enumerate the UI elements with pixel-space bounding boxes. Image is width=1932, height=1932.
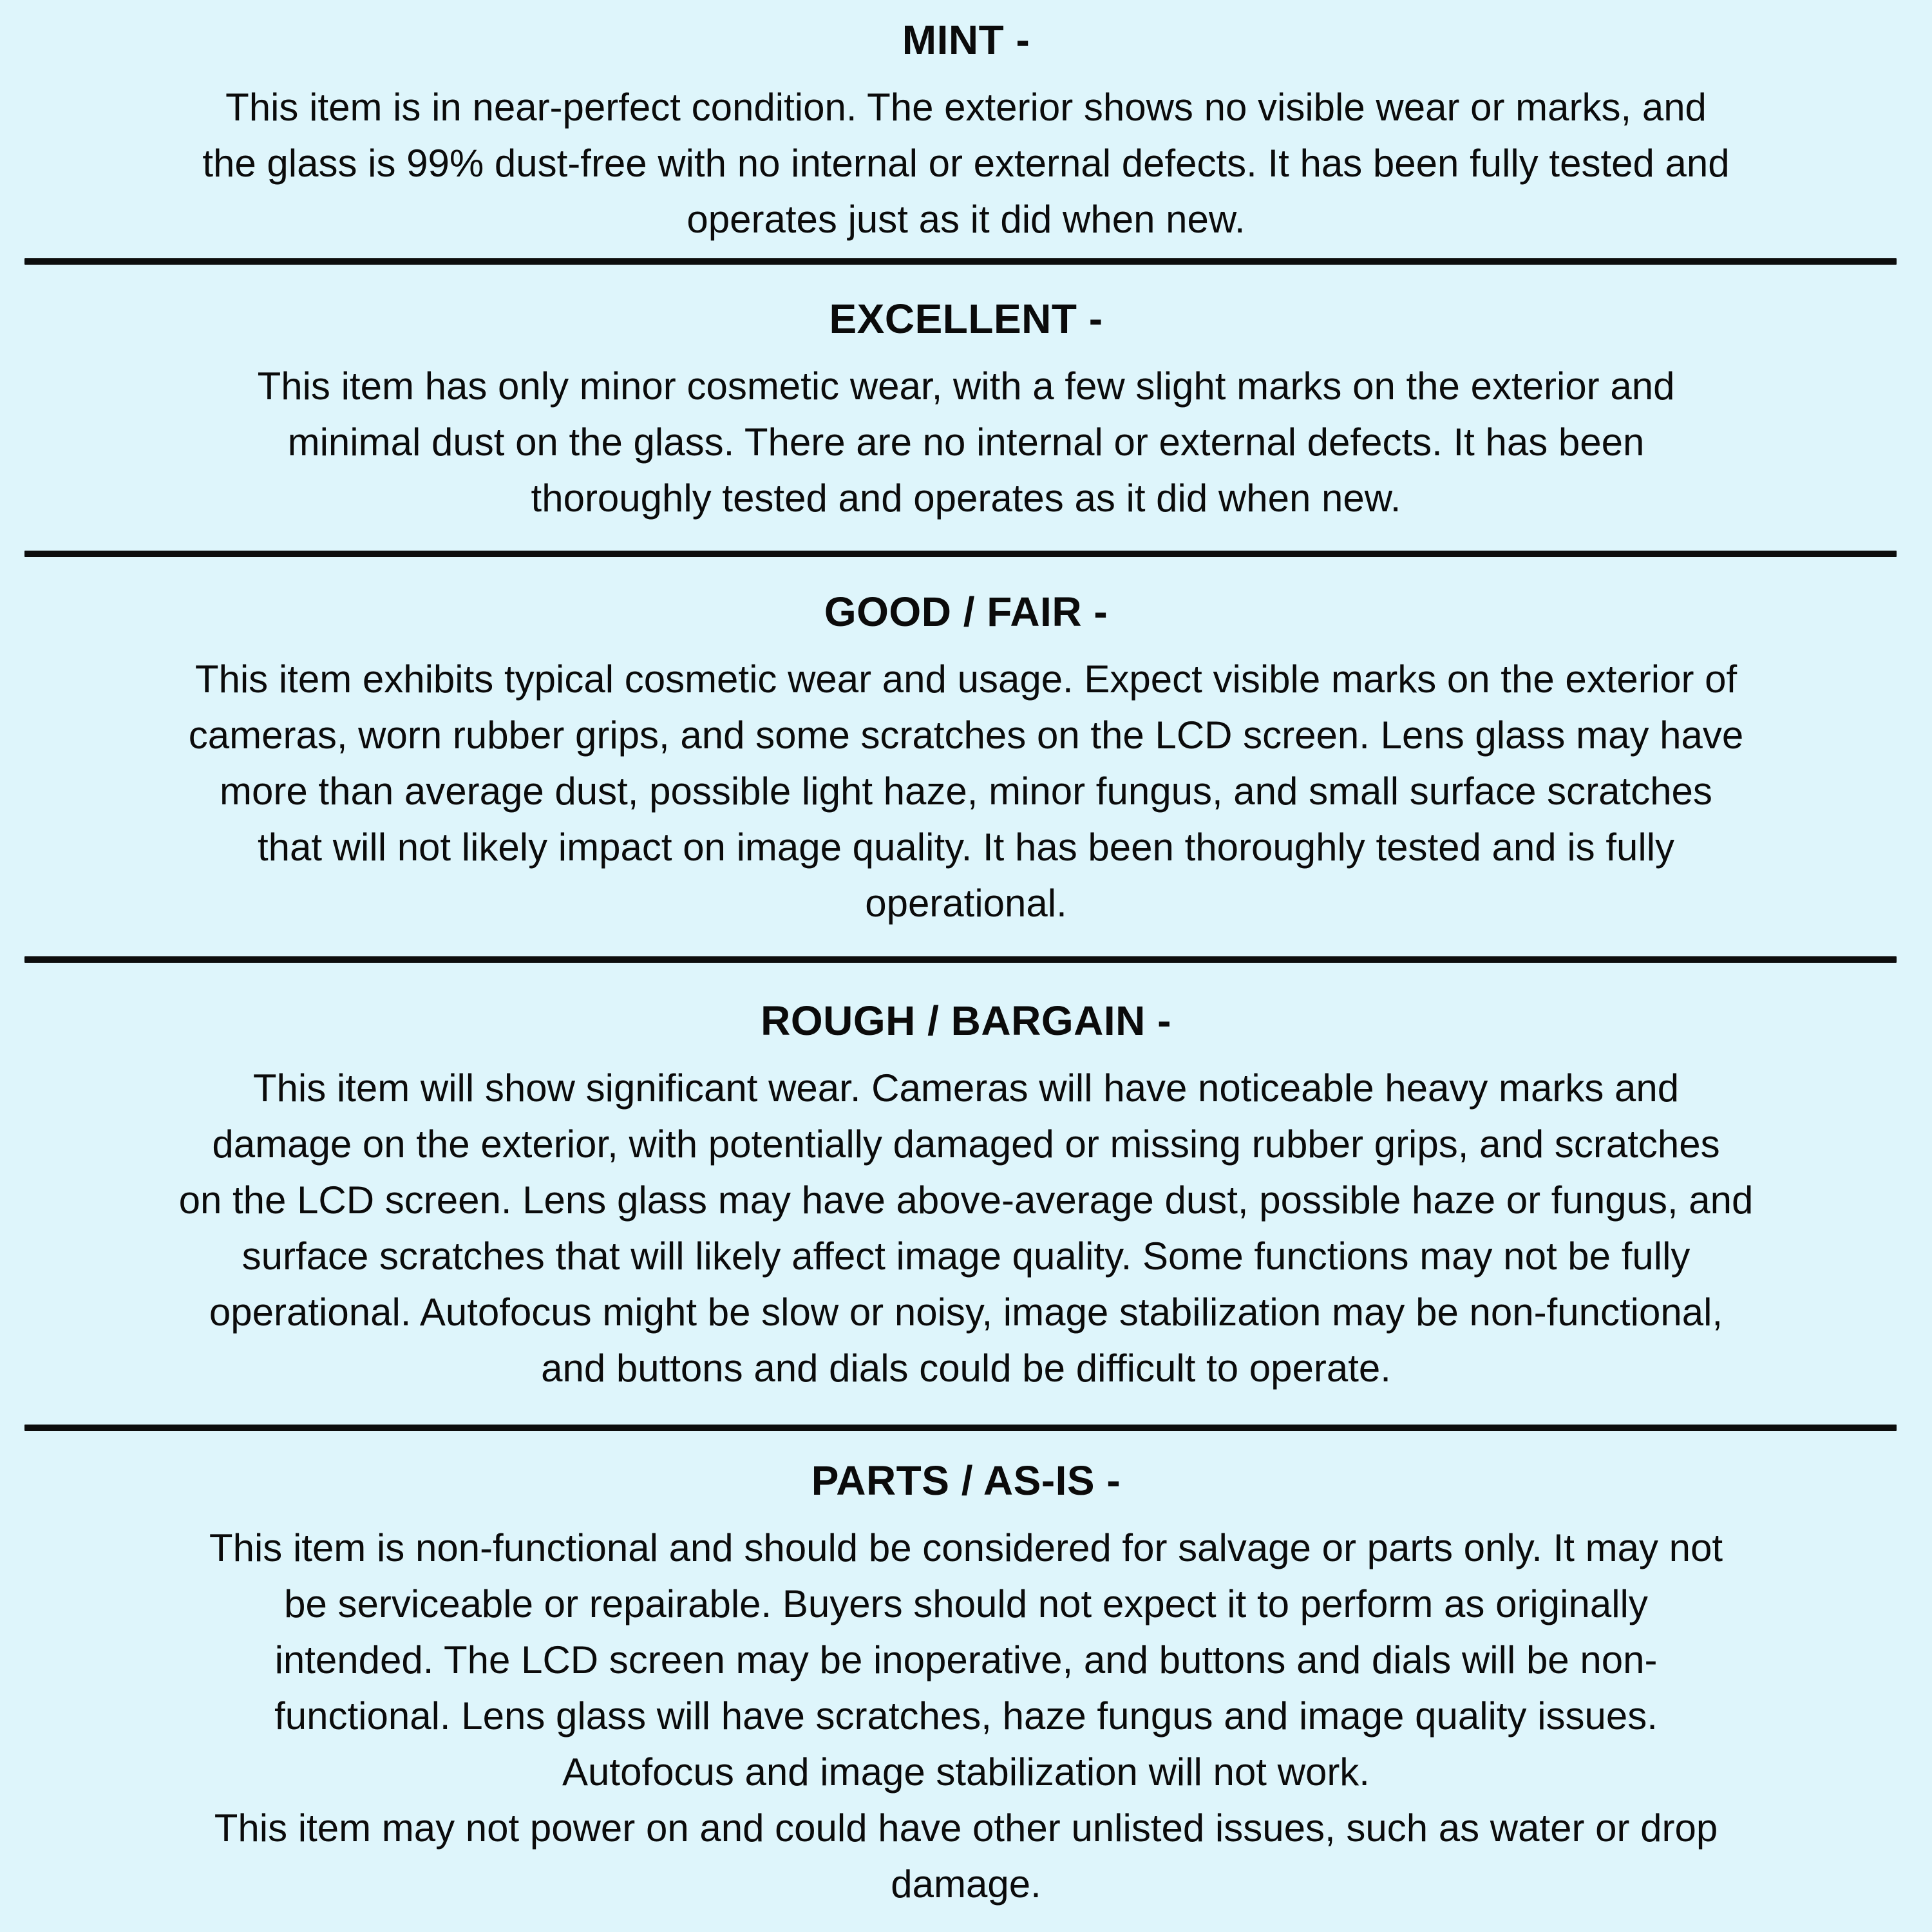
section-title-parts-as-is: PARTS / AS-IS - [811, 1457, 1121, 1504]
body-line: functional. Lens glass will have scratches, haze fungus and image quality issues. [274, 1694, 1658, 1738]
section-divider [24, 551, 1897, 557]
section-mint [0, 0, 1932, 258]
section-title-mint: MINT - [902, 17, 1030, 63]
body-line: Autofocus and image stabilization will not work. [562, 1750, 1370, 1794]
body-line: damage. [891, 1862, 1041, 1906]
body-line: and buttons and dials could be difficult to operate. [541, 1346, 1391, 1390]
body-line: intended. The LCD screen may be inoperative, and buttons and dials will be non- [274, 1638, 1658, 1681]
section-divider [24, 1425, 1897, 1431]
body-line: This item will show significant wear. Cameras will have noticeable heavy marks and [252, 1066, 1680, 1110]
section-title-rough-bargain: ROUGH / BARGAIN - [761, 997, 1171, 1044]
body-line: operational. [865, 881, 1067, 925]
section-divider [24, 258, 1897, 265]
body-line: This item may not power on and could have other unlisted issues, such as water or drop [214, 1806, 1718, 1850]
body-line: minimal dust on the glass. There are no internal or external defects. It has been [287, 420, 1645, 464]
section-excellent [0, 265, 1932, 551]
body-line: This item is in near-perfect condition. The exterior shows no visible wear or marks, and [225, 86, 1707, 129]
body-line: more than average dust, possible light haze, minor fungus, and small surface scratches [220, 769, 1712, 813]
body-line: surface scratches that will likely affect image quality. Some functions may not be fully [242, 1234, 1690, 1278]
body-line: on the LCD screen. Lens glass may have above-average dust, possible haze or fungus, and [178, 1178, 1754, 1222]
body-line: that will not likely impact on image quality. It has been thoroughly tested and is fully [257, 825, 1675, 869]
body-line: operational. Autofocus might be slow or noisy, image stabilization may be non-functional, [209, 1290, 1723, 1334]
section-title-excellent: EXCELLENT - [829, 295, 1103, 342]
body-line: thoroughly tested and operates as it did when new. [531, 476, 1401, 520]
body-line: This item exhibits typical cosmetic wear and usage. Expect visible marks on the exterior of [194, 657, 1738, 701]
body-line: cameras, worn rubber grips, and some scratches on the LCD screen. Lens glass may have [188, 713, 1744, 757]
body-line: This item is non-functional and should be considered for salvage or parts only. It may not [209, 1526, 1723, 1569]
body-line: damage on the exterior, with potentially damaged or missing rubber grips, and scratches [212, 1122, 1720, 1166]
section-divider [24, 956, 1897, 963]
section-title-good-fair: GOOD / FAIR - [824, 588, 1108, 635]
body-line: This item has only minor cosmetic wear, with a few slight marks on the exterior and [257, 364, 1675, 408]
section-good-fair [0, 557, 1932, 956]
body-line: operates just as it did when new. [687, 198, 1245, 241]
body-line: the glass is 99% dust-free with no internal or external defects. It has been fully tested and [202, 142, 1730, 185]
section-parts-as-is [0, 1431, 1932, 1932]
body-line: be serviceable or repairable. Buyers should not expect it to perform as originally [284, 1582, 1648, 1625]
section-rough-bargain [0, 963, 1932, 1425]
